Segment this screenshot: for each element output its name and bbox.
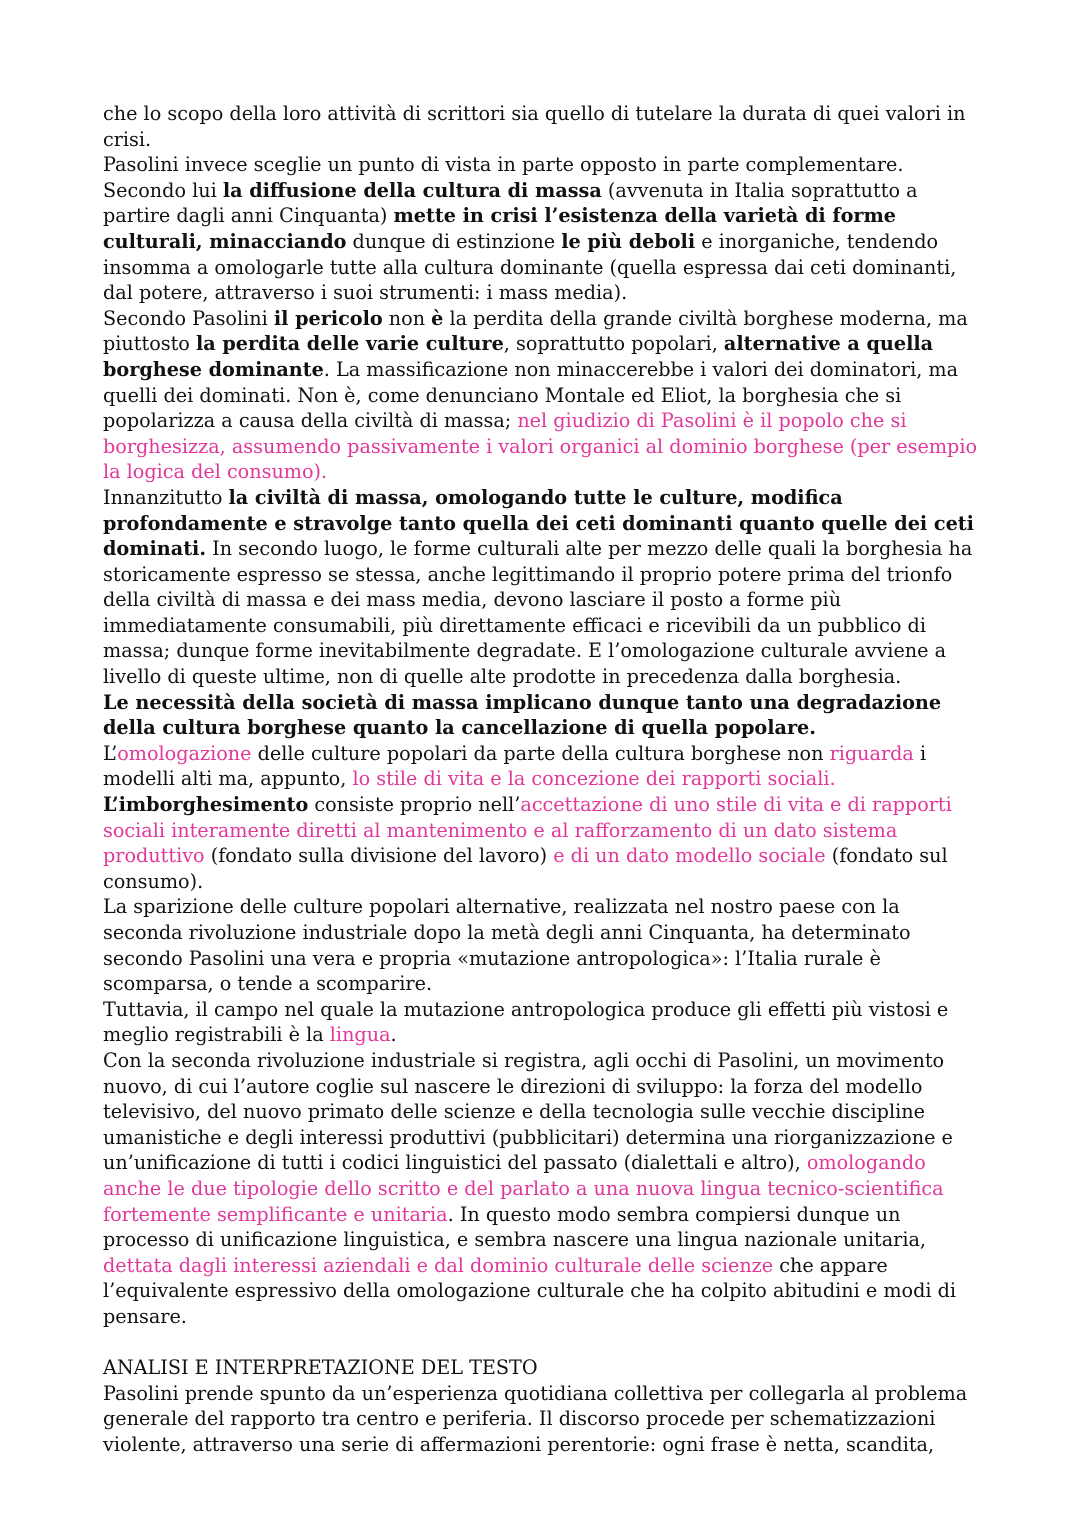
highlighted-text: accettazione di uno stile di vita e di rapporti sociali interamente diretti al mantenimento e al rafforzamento di un dato sistema produttivo [103,793,952,868]
text-run: dunque di estinzione [346,229,562,253]
text-run: la perdita della grande civiltà borghese moderna, ma piuttosto [103,306,968,356]
bold-text: alternative a quella borghese dominante [103,332,934,381]
text-run: i modelli alti ma, appunto, [103,741,927,791]
final-paragraph: Pasolini prende spunto da un’esperienza quotidiana collettiva per collegarla al problema generale del rapporto tra centro e periferia. Il discorso procede per schematizzazioni violente, attraverso una serie di affermazioni perentorie: ogni frase è netta, scandita, [103,1381,968,1456]
text-run: Pasolini invece sceglie un punto di vista in parte opposto in parte complementare. Secondo lui [103,153,904,202]
paragraph [103,690,983,741]
bold-text: la diffusione della cultura di massa [222,178,602,202]
text-run: delle culture popolari da parte della cultura borghese non [251,741,830,765]
text-run: In secondo luogo, le forme culturali alte per mezzo delle quali la borghesia ha storicamente espresso se stessa, anche legittimando il proprio potere prima del trionfo della civiltà di massa e dei mass media, devono lasciare il posto a forme più immediatamente consumabili, più direttamente efficaci e ricevibili da un pubblico di massa; dunque forme inevitabilmente degradate. E l’omologazione culturale avviene a livello di queste ultime, non di quelle alte prodotte in precedenza dalla borghesia. [103,537,973,689]
bold-text: L’imborghesimento [103,793,309,817]
highlighted-text: lingua [329,1023,391,1047]
paragraph [103,741,983,792]
text-run: . [390,1023,397,1047]
highlighted-text: nel giudizio di Pasolini è il popolo che si borghesizza, assumendo passivamente i valori organici al dominio borghese (per esempio la logica del consumo). [103,409,978,484]
text-run: Con la seconda rivoluzione industriale si registra, agli occhi di Pasolini, un movimento nuovo, di cui l’autore coglie sul nascere le direzioni di sviluppo: la forza del modello televisivo, del nuovo primato delle scienze e della tecnologia sulle vecchie discipline umanistiche e degli interessi produttivi (pubblicitari) determina una riorganizzazione e un’unificazione di tutti i codici linguistici del passato (dialettali e altro), [103,1048,953,1175]
bold-text: la civiltà di massa, omologando tutte le culture, modifica profondamente e stravolge tanto quella dei ceti dominanti quanto quelle dei ceti dominati. [103,485,974,561]
paragraph [103,485,983,690]
text-run: . La massificazione non minaccerebbe i valori dei dominatori, ma quelli dei dominati. Non è, come denunciano Montale ed Eliot, la borghesia che si popolarizza a causa della civiltà di massa; [103,357,959,433]
text-run: Secondo Pasolini [103,306,274,330]
text-run: (fondato sul consumo). [103,844,948,893]
text-run: che appare l’equivalente espressivo della omologazione culturale che ha colpito abitudini e modi di pensare. [103,1253,957,1328]
highlighted-text: lo stile di vita e la concezione dei rapporti sociali. [352,767,836,791]
paragraph [103,101,983,152]
highlighted-text: riguarda [829,741,914,765]
paragraph [103,152,983,306]
text-run: Tuttavia, il campo nel quale la mutazione antropologica produce gli effetti più vistosi e meglio registrabili è la [103,997,949,1047]
text-run: , soprattutto popolari, [503,332,724,356]
bold-text: è [431,306,444,330]
text-run: che lo scopo della loro attività di scrittori sia quello di tutelare la durata di quei valori in crisi. [103,102,966,151]
section-heading: ANALISI E INTERPRETAZIONE DEL TESTO [103,1356,538,1380]
document-page [103,101,983,1457]
text-run: . In questo modo sembra compiersi dunque un processo di unificazione linguistica, e sembra nascere una lingua nazionale unitaria, [103,1202,927,1252]
text-run: (avvenuta in Italia soprattutto a partire dagli anni Cinquanta) [103,178,918,228]
highlighted-text: e di un dato modello sociale [553,844,826,868]
text-run: e inorganiche, tendendo insomma a omologarle tutte alla cultura dominante (quella espressa dai ceti dominanti, dal potere, attraverso i suoi strumenti: i mass media). [103,229,957,305]
paragraph [103,997,983,1048]
highlighted-text: omologando anche le due tipologie dello scritto e del parlato a una nuova lingua tecnico-scientifica fortemente semplificante e unitaria [103,1151,944,1226]
bold-text: mette in crisi l’esistenza della varietà di forme culturali, minacciando [103,204,897,253]
text-run: La sparizione delle culture popolari alternative, realizzata nel nostro paese con la seconda rivoluzione industriale dopo la metà degli anni Cinquanta, ha determinato secondo Pasolini una vera e propria «mutazione antropologica»: l’Italia rurale è scomparsa, o tende a scomparire. [103,895,911,996]
body-text [103,101,983,1330]
bold-text: il pericolo [273,306,383,330]
paragraph [103,792,983,894]
text-run: Innanzitutto [103,485,229,509]
bold-text: le più deboli [561,229,696,253]
paragraph [103,1048,983,1330]
text-run: L’ [103,741,118,765]
bold-text: la perdita delle varie culture [195,332,504,356]
text-run: non [382,306,432,330]
text-run: consiste proprio nell’ [308,793,521,817]
highlighted-text: omologazione [117,741,252,765]
bold-text: Le necessità della società di massa implicano dunque tanto una degradazione della cultura borghese quanto la cancellazione di quella popolare. [103,690,942,740]
paragraph [103,894,983,996]
highlighted-text: dettata dagli interessi aziendali e dal dominio culturale delle scienze [103,1253,774,1277]
text-run: (fondato sulla divisione del lavoro) [204,844,554,868]
paragraph [103,306,983,485]
